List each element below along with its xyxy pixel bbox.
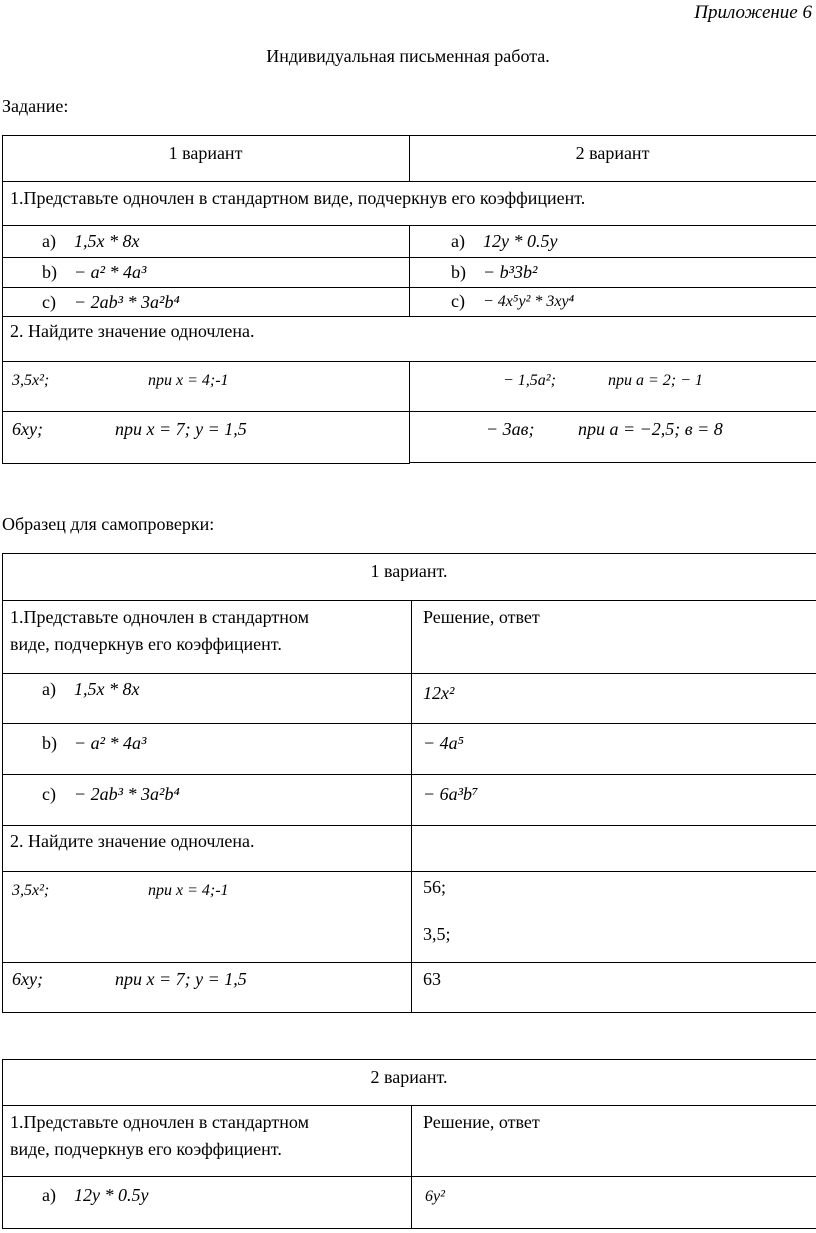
v1-a-expr: 1,5x * 8x [74, 231, 140, 251]
v2-b-expr: − b³3b² [483, 262, 538, 282]
v1-b-expr: − a² * 4a³ [74, 262, 147, 282]
col-variant-2: 2 вариант [575, 143, 650, 163]
task-q2: 2. Найдите значение одночлена. [10, 321, 255, 341]
t2-solution-header: Решение, ответ [423, 1112, 540, 1132]
t1-e1-cond: при x = 4;-1 [148, 882, 229, 899]
v2-a-label: a) [451, 231, 465, 251]
t1-a-answer: 12x² [423, 683, 455, 703]
v1-e1-cond: при x = 4;-1 [148, 372, 229, 389]
v1-c-label: c) [42, 292, 56, 312]
appendix-label: Приложение 6 [694, 2, 812, 23]
v2-c-expr: − 4x⁵y² * 3xy⁴ [483, 293, 575, 310]
v2-a-expr: 12y * 0.5y [483, 231, 558, 251]
t2-title: 2 вариант. [370, 1067, 448, 1087]
page-title: Индивидуальная письменная работа. [266, 46, 550, 66]
t1-b-expr: − a² * 4a³ [74, 733, 147, 753]
v1-b-label: b) [42, 262, 57, 282]
task-q1: 1.Представьте одночлен в стандартном виде, подчеркнув его коэффициент. [10, 188, 586, 208]
v2-e1-cond: при a = 2; − 1 [608, 372, 703, 389]
v2-e1-expr: − 1,5a²; [503, 372, 556, 389]
task-label: Задание: [2, 96, 69, 116]
t1-e2-cond: при x = 7; y = 1,5 [115, 969, 247, 989]
t2-a-label: a) [42, 1185, 56, 1205]
t2-a-expr: 12y * 0.5y [74, 1185, 149, 1205]
t1-e2-answer: 63 [423, 969, 441, 989]
t1-b-answer: − 4a⁵ [423, 733, 464, 753]
t1-e1-answer-1: 56; [423, 877, 447, 897]
t1-q1-line2: виде, подчеркнув его коэффициент. [10, 634, 282, 654]
v2-c-label: c) [451, 291, 465, 311]
t2-q1-line2: виде, подчеркнув его коэффициент. [10, 1139, 282, 1159]
v1-e1-expr: 3,5x²; [12, 372, 50, 389]
v2-e2-expr: − 3ав; [486, 419, 535, 439]
t1-c-answer: − 6a³b⁷ [423, 784, 479, 804]
check-label: Образец для самопроверки: [2, 514, 215, 534]
t1-q2: 2. Найдите значение одночлена. [10, 831, 255, 851]
t2-q1-line1: 1.Представьте одночлен в стандартном [10, 1112, 309, 1132]
v2-e2-cond: при a = −2,5; в = 8 [578, 419, 723, 439]
t2-a-answer: 6y² [425, 1188, 445, 1205]
v1-e2-expr: 6xy; [12, 419, 43, 439]
t1-e1-expr: 3,5x²; [12, 882, 50, 899]
t1-a-expr: 1,5x * 8x [74, 679, 140, 699]
t1-title: 1 вариант. [370, 561, 448, 581]
v1-c-expr: − 2ab³ * 3a²b⁴ [74, 292, 180, 312]
t1-e1-answer-2: 3,5; [423, 924, 451, 944]
t1-b-label: b) [42, 733, 57, 753]
t1-q1-line1: 1.Представьте одночлен в стандартном [10, 607, 309, 627]
t1-e2-expr: 6xy; [12, 969, 43, 989]
t1-c-expr: − 2ab³ * 3a²b⁴ [74, 784, 180, 804]
col-variant-1: 1 вариант [168, 143, 243, 163]
t1-solution-header: Решение, ответ [423, 607, 540, 627]
v1-e2-cond: при x = 7; y = 1,5 [115, 419, 247, 439]
v1-a-label: a) [42, 231, 56, 251]
t1-c-label: c) [42, 784, 56, 804]
t1-a-label: a) [42, 679, 56, 699]
v2-b-label: b) [451, 262, 466, 282]
